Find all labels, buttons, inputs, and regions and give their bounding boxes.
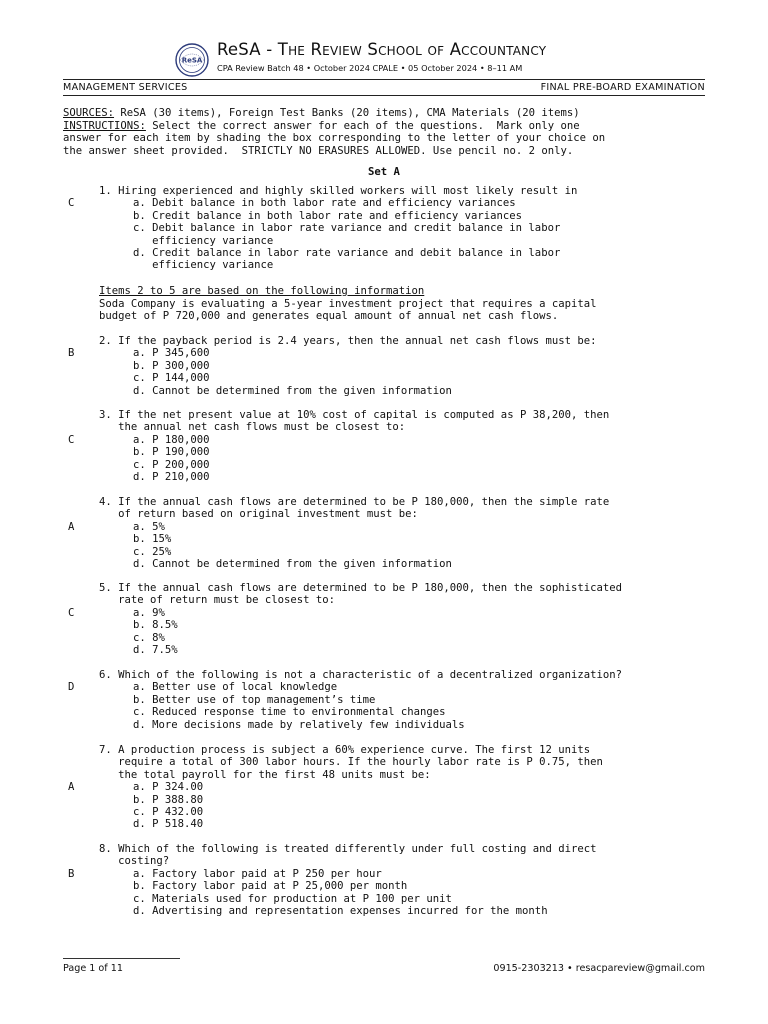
title-rest: - The Review School of Accountancy xyxy=(260,40,547,59)
answer-key: C xyxy=(68,197,75,210)
choice-a: a. P 324.00 xyxy=(133,781,204,794)
subject-name: MANAGEMENT SERVICES xyxy=(63,82,188,93)
choice-c: c. P 432.00 xyxy=(133,806,204,818)
sources-label: SOURCES: xyxy=(63,107,115,119)
choice-d: d. Cannot be determined from the given information xyxy=(133,558,452,570)
sources-text: ReSA (30 items), Foreign Test Banks (20 items), CMA Materials (20 items) xyxy=(114,107,580,119)
school-title xyxy=(217,40,546,59)
question-stem-line: the annual net cash flows must be closest to: xyxy=(99,421,406,434)
answer-key: C xyxy=(68,606,75,619)
sources-line xyxy=(63,107,580,119)
choice-c: c. 25% xyxy=(133,545,172,558)
question-stem-line: 1. Hiring experienced and highly skilled workers will most likely result in xyxy=(99,185,578,197)
choice-d: d. Cannot be determined from the given information xyxy=(133,384,452,397)
choice-b: b. Credit balance in both labor rate and efficiency variances xyxy=(133,209,523,222)
info-line-1: Soda Company is evaluating a 5-year investment project that requires a capital xyxy=(99,297,597,310)
answer-key: B xyxy=(68,867,75,880)
choice-c: efficiency variance xyxy=(133,234,274,247)
question-stem-line: require a total of 300 labor hours. If the hourly labor rate is P 0.75, then xyxy=(99,756,603,769)
instructions-line-2: answer for each item by shading the box corresponding to the letter of your choice on xyxy=(63,132,606,144)
choice-c: c. 8% xyxy=(133,631,165,644)
choice-c: c. Materials used for production at P 100 per unit xyxy=(133,892,452,905)
question-stem-line: costing? xyxy=(99,855,170,868)
choice-d: d. Advertising and representation expenses incurred for the month xyxy=(133,905,548,917)
instructions-label: INSTRUCTIONS: xyxy=(63,119,146,132)
set-label: Set A xyxy=(368,166,400,178)
choice-c: c. P 144,000 xyxy=(133,372,210,385)
question-stem-line: 3. If the net present value at 10% cost of capital is computed as P 38,200, then xyxy=(99,409,610,421)
instructions-line-3: the answer sheet provided. STRICTLY NO ERASURES ALLOWED. Use pencil no. 2 only. xyxy=(63,144,574,157)
batch-subtitle: CPA Review Batch 48 • October 2024 CPALE • 05 October 2024 • 8–11 AM xyxy=(217,63,523,73)
choice-d: d. More decisions made by relatively few individuals xyxy=(133,718,465,731)
choice-a: a. Factory labor paid at P 250 per hour xyxy=(133,867,382,880)
answer-key: D xyxy=(68,681,75,694)
choice-d: d. P 210,000 xyxy=(133,471,210,483)
exam-name: FINAL PRE-BOARD EXAMINATION xyxy=(540,82,705,93)
question-stem-line: of return based on original investment must be: xyxy=(99,508,418,521)
choice-d: efficiency variance xyxy=(133,259,274,272)
choice-a: a. Debit balance in both labor rate and efficiency variances xyxy=(133,197,516,210)
instructions-line-1 xyxy=(63,120,580,132)
title-brand: ReSA xyxy=(217,40,261,59)
header-rule-bottom xyxy=(63,95,705,96)
choice-a: a. 5% xyxy=(133,520,165,533)
info-line-2: budget of P 720,000 and generates equal amount of annual net cash flows. xyxy=(99,310,559,322)
question-stem-line: rate of return must be closest to: xyxy=(99,594,335,607)
choice-c: c. P 200,000 xyxy=(133,458,210,471)
question-stem-line: 4. If the annual cash flows are determined to be P 180,000, then the simple rate xyxy=(99,496,610,508)
choice-a: a. P 180,000 xyxy=(133,433,210,446)
answer-key: A xyxy=(68,781,75,794)
choice-b: b. Better use of top management’s time xyxy=(133,693,376,706)
question-stem-line: the total payroll for the first 48 units must be: xyxy=(99,768,431,781)
page-header xyxy=(0,38,768,78)
info-heading: Items 2 to 5 are based on the following information xyxy=(99,285,425,297)
choice-d: d. P 518.40 xyxy=(133,818,204,831)
question-stem-line: 5. If the annual cash flows are determined to be P 180,000, then the sophisticated xyxy=(99,582,622,594)
choice-b: b. Factory labor paid at P 25,000 per month xyxy=(133,880,408,893)
logo-text: ReSA xyxy=(181,56,203,65)
choice-d: d. Credit balance in labor rate variance and debit balance in labor xyxy=(133,247,561,259)
answer-key: B xyxy=(68,347,75,360)
contact-info: 0915-2303213 • resacpareview@gmail.com xyxy=(493,963,705,974)
choice-b: b. P 190,000 xyxy=(133,446,210,459)
answer-key: C xyxy=(68,433,75,446)
question-stem-line: 6. Which of the following is not a characteristic of a decentralized organization? xyxy=(99,669,622,681)
choice-b: b. P 300,000 xyxy=(133,359,210,372)
choice-a: a. Better use of local knowledge xyxy=(133,681,338,694)
header-rule-top xyxy=(63,79,705,80)
choice-a: a. 9% xyxy=(133,606,165,619)
choice-c: c. Reduced response time to environmental changes xyxy=(133,706,446,719)
choice-b: b. 15% xyxy=(133,533,172,546)
choice-d: d. 7.5% xyxy=(133,644,178,656)
choice-a: a. P 345,600 xyxy=(133,347,210,360)
choice-c: c. Debit balance in labor rate variance and credit balance in labor xyxy=(133,222,561,235)
page-number: Page 1 of 11 xyxy=(63,963,123,974)
choice-b: b. 8.5% xyxy=(133,619,178,632)
choice-b: b. P 388.80 xyxy=(133,793,204,806)
answer-key: A xyxy=(68,520,75,533)
resa-logo-icon xyxy=(175,43,209,77)
footer-rule xyxy=(63,958,180,959)
question-stem-line: 8. Which of the following is treated differently under full costing and direct xyxy=(99,843,597,855)
question-stem-line: 7. A production process is subject a 60% experience curve. The first 12 units xyxy=(99,744,591,756)
question-stem-line: 2. If the payback period is 2.4 years, then the annual net cash flows must be: xyxy=(99,335,597,347)
instructions-text-1: Select the correct answer for each of the questions. Mark only one xyxy=(145,119,580,132)
